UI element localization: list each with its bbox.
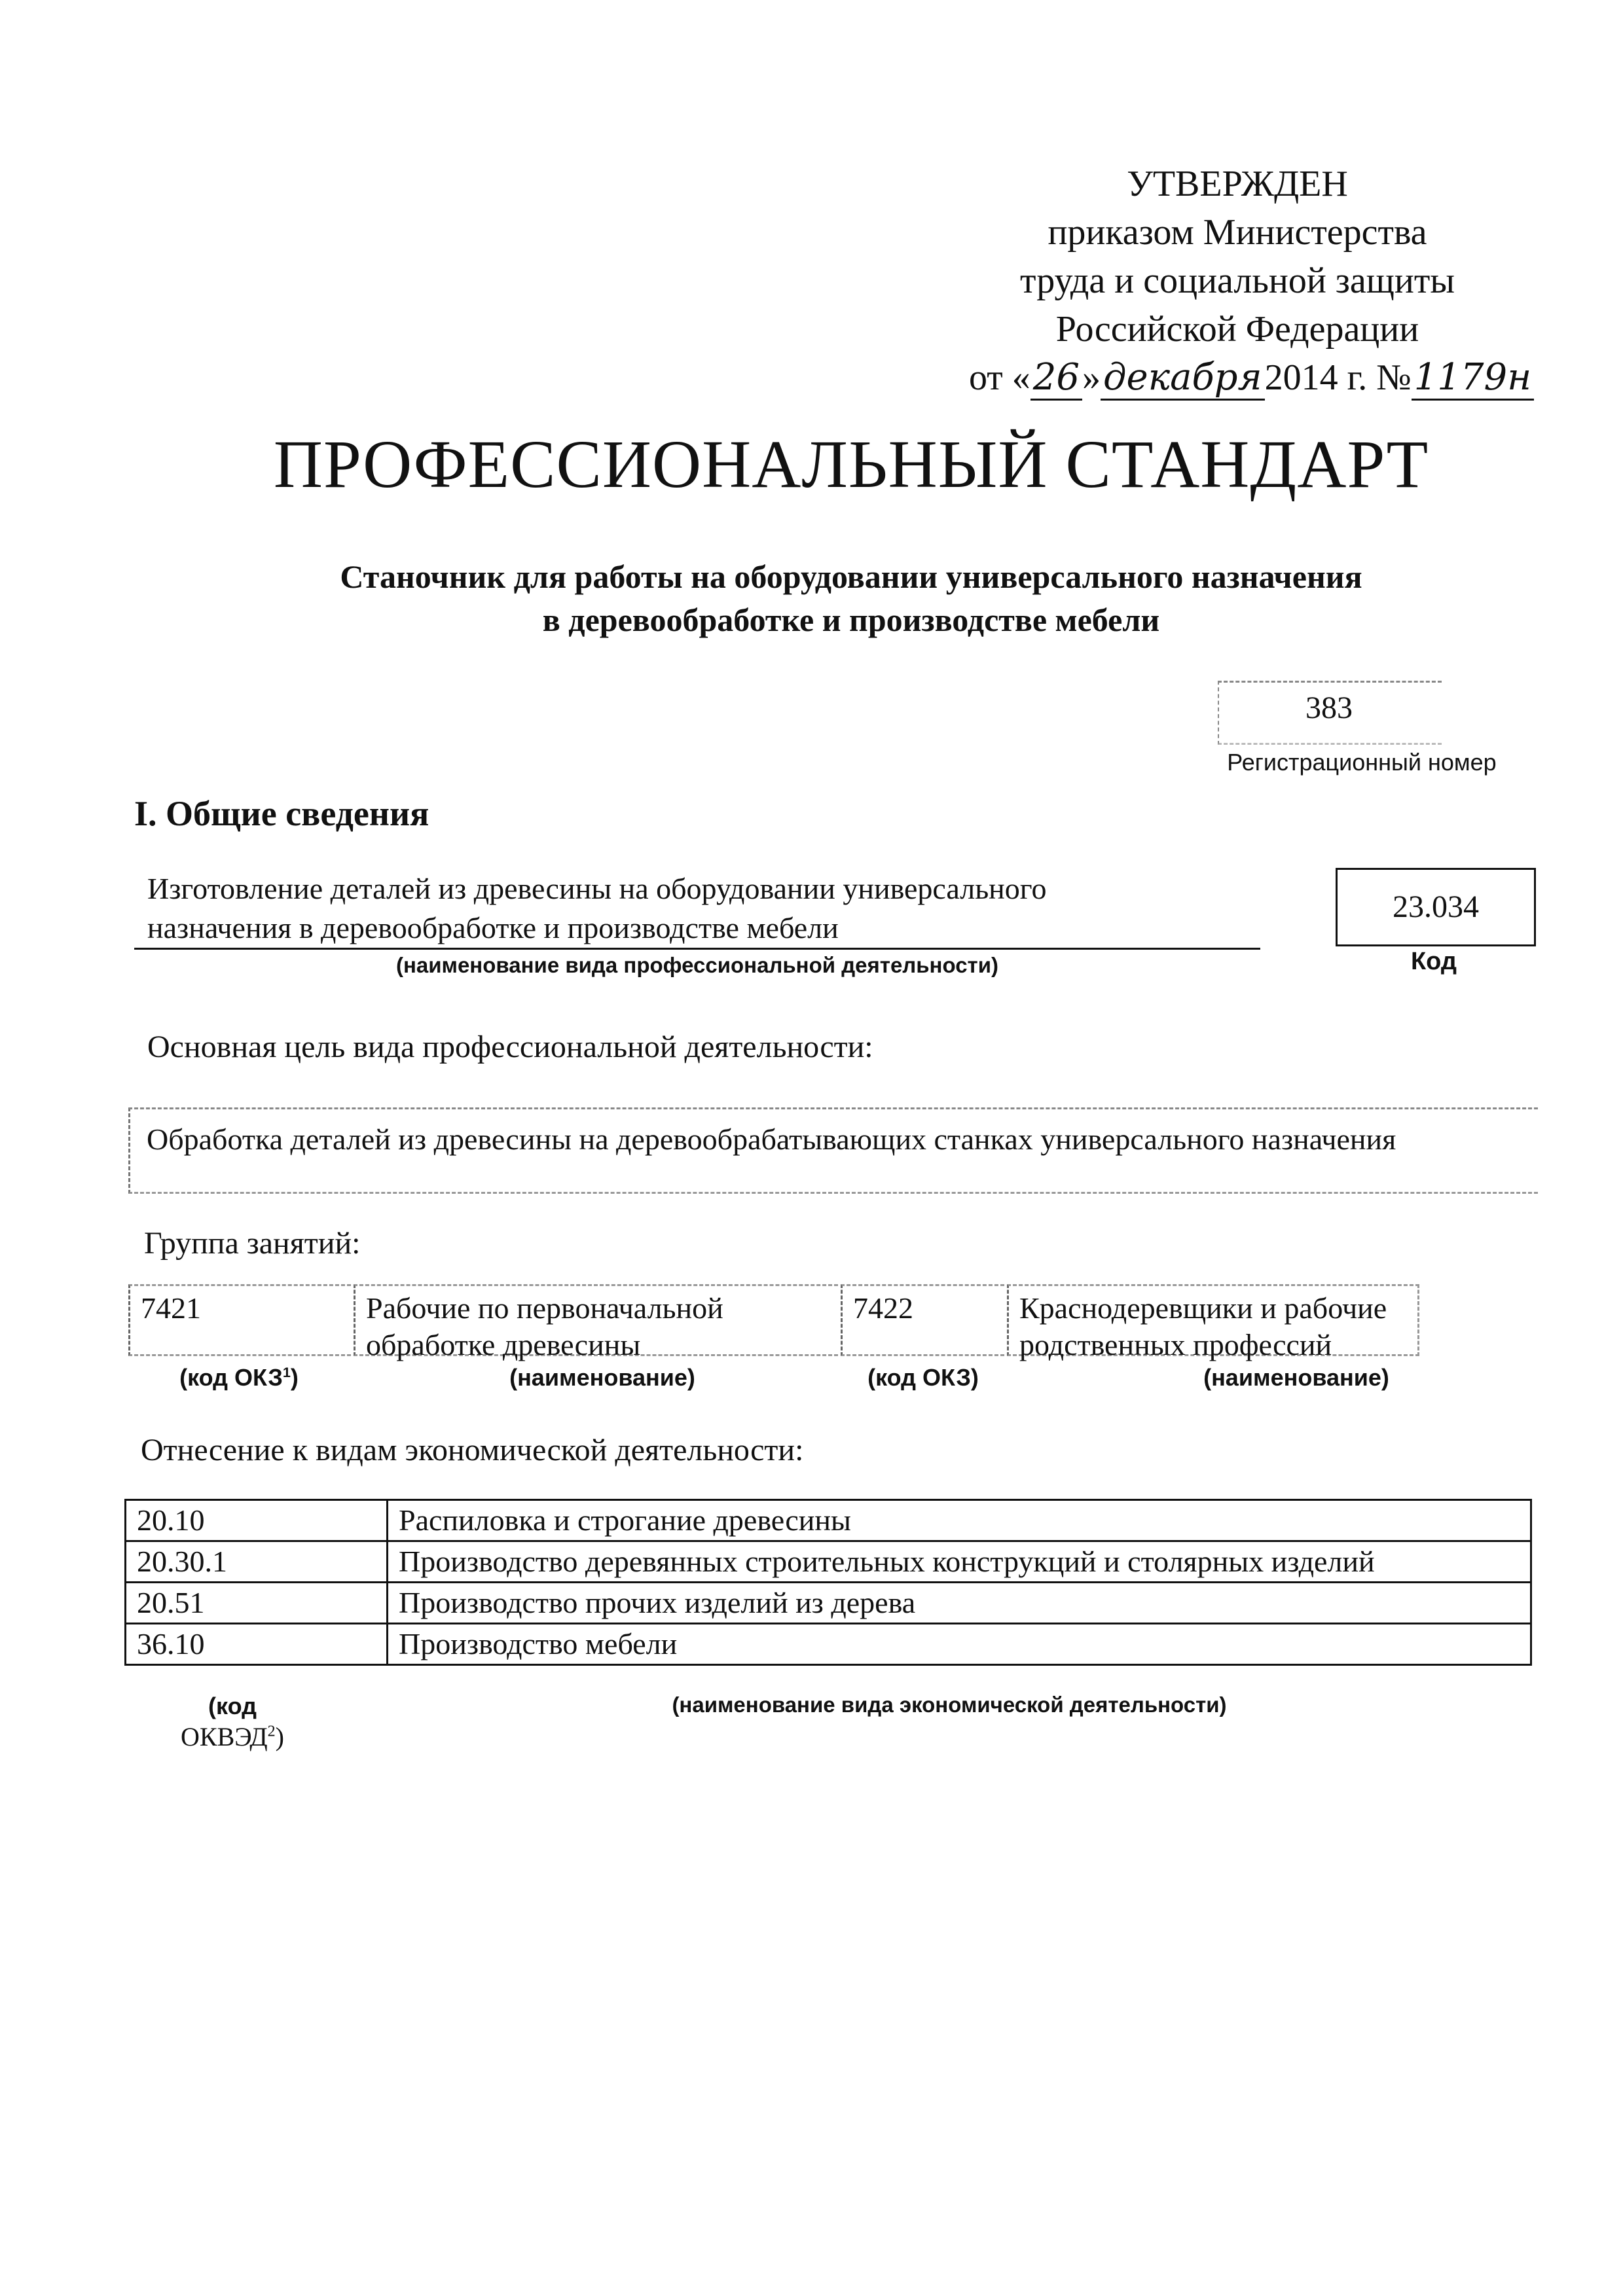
okz-name-line2: обработке древесины	[366, 1328, 641, 1361]
approval-day-handwritten: 26	[1030, 356, 1082, 401]
econ-activities-label: Отнесение к видам экономической деятельности:	[141, 1433, 804, 1467]
okz-name-cell	[1007, 1284, 1419, 1361]
econ-name-caption: (наименование вида экономической деятельности)	[672, 1693, 1227, 1717]
approval-year: 2014 г. №	[1264, 357, 1412, 398]
document-title: ПРОФЕССИОНАЛЬНЫЙ СТАНДАРТ	[273, 427, 1429, 502]
activity-name	[147, 869, 1260, 948]
okz-caption-text: (код ОКЗ	[179, 1364, 283, 1391]
table-row	[126, 1583, 1531, 1624]
activity-caption: (наименование вида профессиональной деятельности)	[395, 953, 998, 977]
okved-caption-line1: (код	[208, 1693, 257, 1719]
table-row	[126, 1500, 1531, 1541]
registration-number: 383	[1305, 691, 1353, 725]
table-row	[126, 1541, 1531, 1583]
okved-name: Производство прочих изделий из дерева	[388, 1583, 1531, 1624]
okz-name-line1: Краснодеревщики и рабочие	[1019, 1291, 1387, 1325]
registration-number-label: Регистрационный номер	[1227, 749, 1497, 776]
approval-line-federation: Российской Федерации	[1055, 309, 1419, 350]
approval-block	[969, 160, 1532, 402]
approval-line-labor: труда и социальной защиты	[1020, 260, 1455, 301]
approval-line-ministry: приказом Министерства	[1048, 212, 1427, 253]
okved-footnote-mark: 2	[267, 1723, 276, 1740]
standard-name-line1: Станочник для работы на оборудовании универсального назначения	[340, 558, 1362, 595]
econ-activities-table	[124, 1499, 1532, 1666]
activity-code: 23.034	[1336, 868, 1536, 946]
section-title: I. Общие сведения	[134, 794, 429, 833]
standard-name-line2: в деревообработке и производстве мебели	[542, 601, 1160, 638]
goal-label: Основная цель вида профессиональной деятельности:	[147, 1030, 873, 1064]
okved-name: Распиловка и строгание древесины	[388, 1500, 1531, 1541]
approval-title: УТВЕРЖДЕН	[1127, 164, 1348, 204]
okz-name-line2: родственных профессий	[1019, 1328, 1332, 1361]
okz-footnote-mark: 1	[282, 1364, 291, 1380]
okz-code: 7421	[141, 1291, 201, 1325]
okved-caption-line2	[151, 1721, 314, 1752]
okz-code-caption	[144, 1364, 334, 1391]
activity-name-line2: назначения в деревообработке и производстве мебели	[147, 911, 839, 944]
activity-code-label: Код	[1410, 948, 1457, 975]
okz-code: 7422	[853, 1291, 913, 1325]
okved-caption-end: )	[275, 1722, 284, 1751]
okved-caption-text: ОКВЭД	[181, 1722, 268, 1751]
okved-name: Производство деревянных строительных конструкций и столярных изделий	[388, 1541, 1531, 1583]
okz-name-line1: Рабочие по первоначальной	[366, 1291, 723, 1325]
approval-date-line	[969, 353, 1532, 402]
okz-code-caption: (код ОКЗ)	[867, 1364, 979, 1391]
okz-name-cell	[354, 1284, 838, 1361]
table-row	[126, 1624, 1531, 1665]
approval-month-handwritten: декабря	[1101, 356, 1265, 401]
okz-name-caption: (наименование)	[509, 1364, 695, 1391]
approval-order-number-handwritten: 1179н	[1412, 356, 1534, 401]
goal-text: Обработка деталей из древесины на деревообрабатывающих станках универсального назначения	[147, 1122, 1396, 1156]
activity-underline	[134, 948, 1260, 950]
okved-code: 20.30.1	[126, 1541, 388, 1583]
standard-name	[131, 555, 1571, 641]
okz-name-caption: (наименование)	[1203, 1364, 1389, 1391]
okz-caption-end: )	[290, 1364, 299, 1391]
okved-code: 20.51	[126, 1583, 388, 1624]
activity-name-line1: Изготовление деталей из древесины на оборудовании универсального	[147, 872, 1047, 905]
occupation-group-label: Группа занятий:	[144, 1226, 361, 1261]
okved-name: Производство мебели	[388, 1624, 1531, 1665]
approval-quote: »	[1082, 357, 1101, 398]
okved-code: 36.10	[126, 1624, 388, 1665]
approval-from: от «	[969, 357, 1030, 398]
okz-code-cell	[128, 1284, 351, 1356]
okved-code: 20.10	[126, 1500, 388, 1541]
okz-code-cell	[841, 1284, 1004, 1356]
